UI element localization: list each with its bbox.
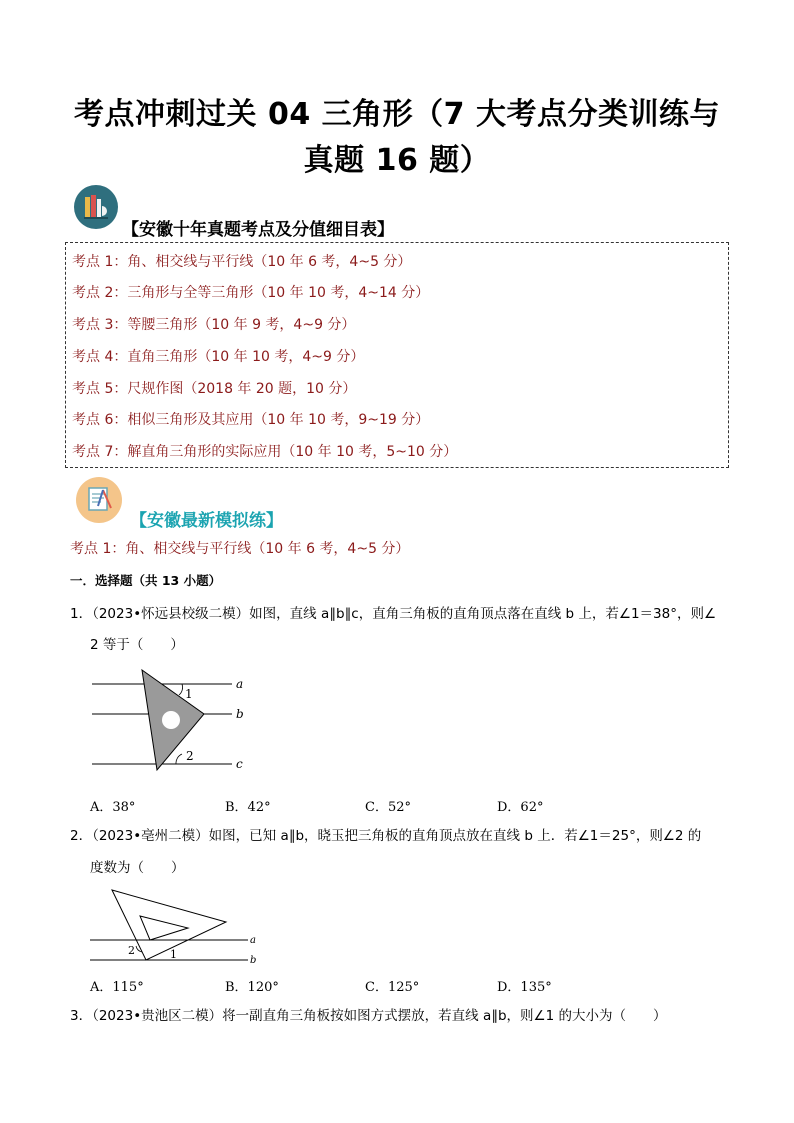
q1-choice-a[interactable]: A．38°: [90, 800, 136, 815]
exam-point-1: 考点 1：角、相交线与平行线（10 年 6 考，4~5 分）: [72, 254, 412, 270]
q2-label-1: 1: [170, 948, 177, 961]
exam-point-2: 考点 2：三角形与全等三角形（10 年 10 考，4~14 分）: [72, 285, 430, 301]
exam-point-7: 考点 7：解直角三角形的实际应用（10 年 10 考，5~10 分）: [72, 444, 458, 460]
exam-point-6: 考点 6：相似三角形及其应用（10 年 10 考，9~19 分）: [72, 412, 430, 428]
exam-point-3: 考点 3：等腰三角形（10 年 9 考，4~9 分）: [72, 317, 356, 333]
question-2-line-1: 2．（2023•亳州二模）如图，已知 a∥b，晓玉把三角板的直角顶点放在直线 b 上．若∠1＝25°，则∠2 的: [70, 828, 702, 844]
q1-label-b: b: [236, 707, 244, 721]
q2-label-a: a: [250, 935, 256, 946]
exam-point-4: 考点 4：直角三角形（10 年 10 考，4~9 分）: [72, 349, 365, 365]
page-title: [40, 92, 754, 184]
books-icon: [73, 184, 119, 230]
part-heading: 一．选择题（共 13 小题）: [70, 573, 222, 588]
q1-choice-b[interactable]: B．42°: [225, 800, 271, 815]
q2-label-2: 2: [128, 944, 135, 957]
title-line-1: 考点冲刺过关 04 三角形（7 大考点分类训练与: [74, 97, 720, 132]
q1-label-a: a: [236, 677, 244, 691]
question-1-figure: [90, 668, 260, 778]
exam-points-box: [65, 242, 729, 468]
q1-choice-c[interactable]: C．52°: [365, 800, 411, 815]
q1-choice-d[interactable]: D．62°: [497, 800, 544, 815]
question-1-line-2: 2 等于（ ）: [90, 637, 184, 653]
topic-label: 考点 1：角、相交线与平行线（10 年 6 考，4~5 分）: [70, 541, 410, 557]
q2-choice-a[interactable]: A．115°: [90, 980, 144, 995]
q1-label-c: c: [236, 757, 243, 771]
title-line-2: 真题 16 题）: [303, 143, 491, 178]
q2-label-b: b: [250, 955, 257, 966]
question-2-figure: [90, 886, 270, 966]
q1-label-1: 1: [185, 687, 193, 701]
q2-choice-b[interactable]: B．120°: [225, 980, 279, 995]
question-3-line-1: 3．（2023•贵池区二模）将一副直角三角板按如图方式摆放，若直线 a∥b，则∠1 的大小为（ ）: [70, 1008, 667, 1024]
section-heading-table: 【安徽十年真题考点及分值细目表】: [122, 220, 394, 240]
section-heading-mock: 【安徽最新模拟练】: [130, 511, 283, 531]
exam-point-5: 考点 5：尺规作图（2018 年 20 题，10 分）: [72, 381, 357, 397]
question-1-line-1: 1．（2023•怀远县校级二模）如图，直线 a∥b∥c，直角三角板的直角顶点落在直线 b 上，若∠1＝38°，则∠: [70, 606, 717, 622]
q2-choice-d[interactable]: D．135°: [497, 980, 552, 995]
q2-choice-c[interactable]: C．125°: [365, 980, 420, 995]
question-2-line-2: 度数为（ ）: [90, 860, 185, 876]
q1-label-2: 2: [186, 749, 194, 763]
notebook-icon: [75, 476, 123, 524]
